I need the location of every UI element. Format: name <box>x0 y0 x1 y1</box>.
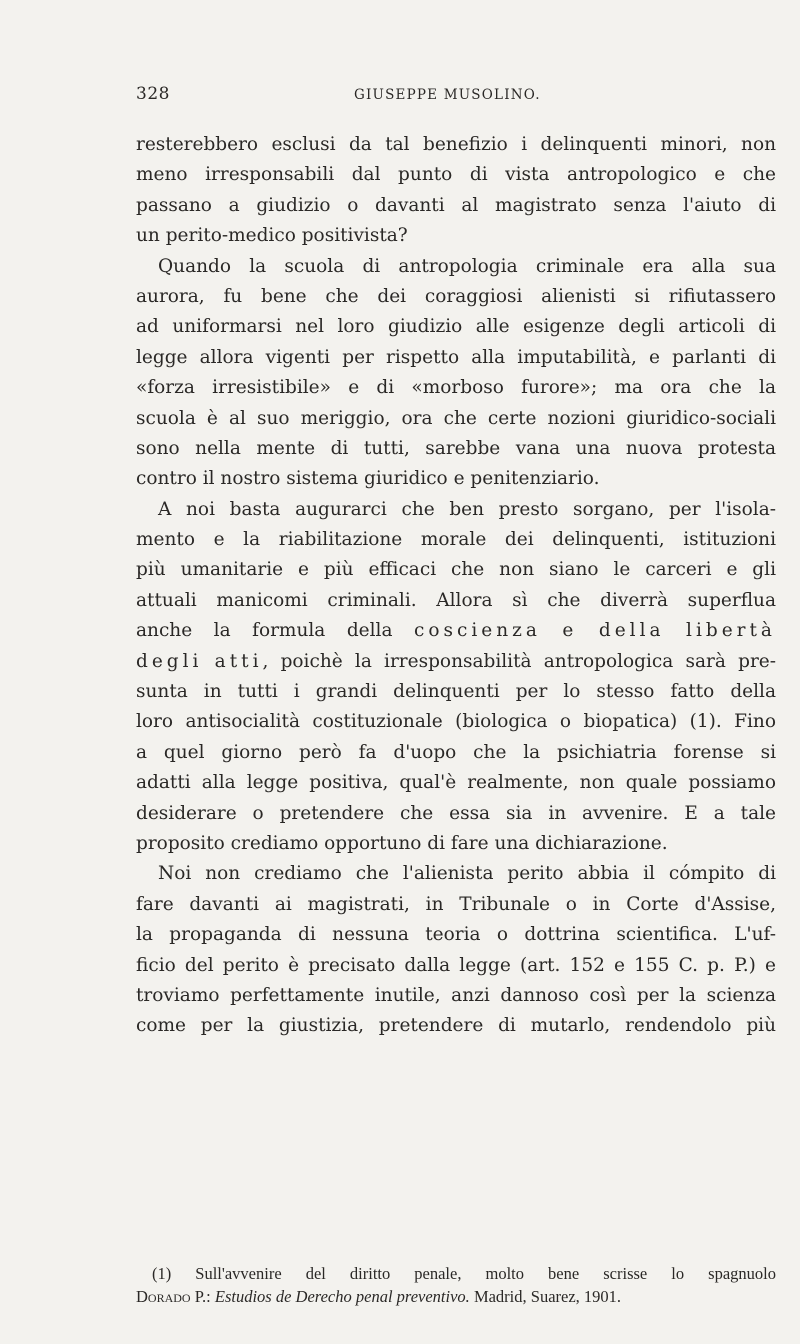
text-line: contro il nostro sistema giuridico e penitenziario. <box>136 468 600 490</box>
text-line: la propaganda di nessuna teoria o dottrina scientifica. L'uf- <box>136 924 776 946</box>
text-fragment: anche la formula della <box>136 620 393 642</box>
emphasis-word: e <box>562 620 578 642</box>
footnote-line: (1) Sull'avvenire del diritto penale, molto bene scrisse lo spagnuolo <box>152 1264 776 1283</box>
footnote-author: Dorado P.: <box>136 1287 211 1306</box>
text-line: meno irresponsabili dal punto di vista antropologico e che <box>136 164 776 186</box>
emphasis-word: libertà <box>686 620 776 642</box>
text-line: Noi non crediamo che l'alienista perito abbia il cómpito di <box>158 863 776 885</box>
text-line: legge allora vigenti per rispetto alla imputabilità, e parlanti di <box>136 346 776 368</box>
running-head-title: GIUSEPPE MUSOLINO. <box>354 87 541 103</box>
text-line: A noi basta augurarci che ben presto sorgano, per l'isola- <box>158 498 776 520</box>
emphasis-word: degli <box>136 650 203 672</box>
text-line: aurora, fu bene che dei coraggiosi alienisti si rifiutassero <box>136 285 776 307</box>
text-line: Quando la scuola di antropologia criminale era alla sua <box>158 255 776 277</box>
text-line: desiderare o pretendere che essa sia in avvenire. E a tale <box>136 802 776 824</box>
text-line: a quel giorno però fa d'uopo che la psichiatria forense si <box>136 741 776 763</box>
text-fragment: , poichè la irresponsabilità antropologica sarà pre- <box>262 650 776 672</box>
text-line: proposito crediamo opportuno di fare una dichiarazione. <box>136 832 668 854</box>
text-line: ficio del perito è precisato dalla legge (art. 152 e 155 C. p. P.) e <box>136 954 776 976</box>
text-line: come per la giustizia, pretendere di mutarlo, rendendolo più <box>136 1015 776 1037</box>
text-line: resterebbero esclusi da tal benefizio i delinquenti minori, non <box>136 134 776 155</box>
text-line: troviamo perfettamente inutile, anzi dannoso così per la scienza <box>136 984 776 1006</box>
running-header <box>136 84 776 108</box>
text-line: sunta in tutti i grandi delinquenti per lo stesso fatto della <box>136 681 776 703</box>
footnote-title: Estudios de Derecho penal preventivo. <box>214 1287 470 1306</box>
main-text <box>136 130 776 1042</box>
text-line: mento e la riabilitazione morale dei delinquenti, istituzioni <box>136 529 776 551</box>
text-line: più umanitarie e più efficaci che non siano le carceri e gli <box>136 559 776 581</box>
text-line: scuola è al suo meriggio, ora che certe nozioni giuridico-sociali <box>136 407 776 429</box>
text-line: sono nella mente di tutti, sarebbe vana una nuova protesta <box>136 437 776 459</box>
text-line: attuali manicomi criminali. Allora sì che diverrà superflua <box>136 589 776 611</box>
text-line: loro antisocialità costituzionale (biologica o biopatica) (1). Fino <box>136 711 776 733</box>
footnote <box>136 1262 776 1308</box>
text-line: adatti alla legge positiva, qual'è realmente, non quale possiamo <box>136 772 776 794</box>
page-number: 328 <box>136 84 170 104</box>
text-line: un perito-medico positivista? <box>136 225 408 247</box>
text-line: ad uniformarsi nel loro giudizio alle esigenze degli articoli di <box>136 316 776 338</box>
text-line-emphasis <box>136 647 776 677</box>
emphasis-word: della <box>598 620 665 642</box>
emphasis-word: coscienza <box>414 620 541 642</box>
text-line: fare davanti ai magistrati, in Tribunale o in Corte d'Assise, <box>136 893 776 915</box>
text-line-emphasis <box>136 616 776 646</box>
text-line: passano a giudizio o davanti al magistrato senza l'aiuto di <box>136 194 776 216</box>
emphasis-word: atti <box>214 650 263 672</box>
text-line: «forza irresistibile» e di «morboso furore»; ma ora che la <box>136 377 776 399</box>
footnote-publisher: Madrid, Suarez, 1901. <box>473 1287 622 1306</box>
footnote-line <box>136 1285 776 1308</box>
